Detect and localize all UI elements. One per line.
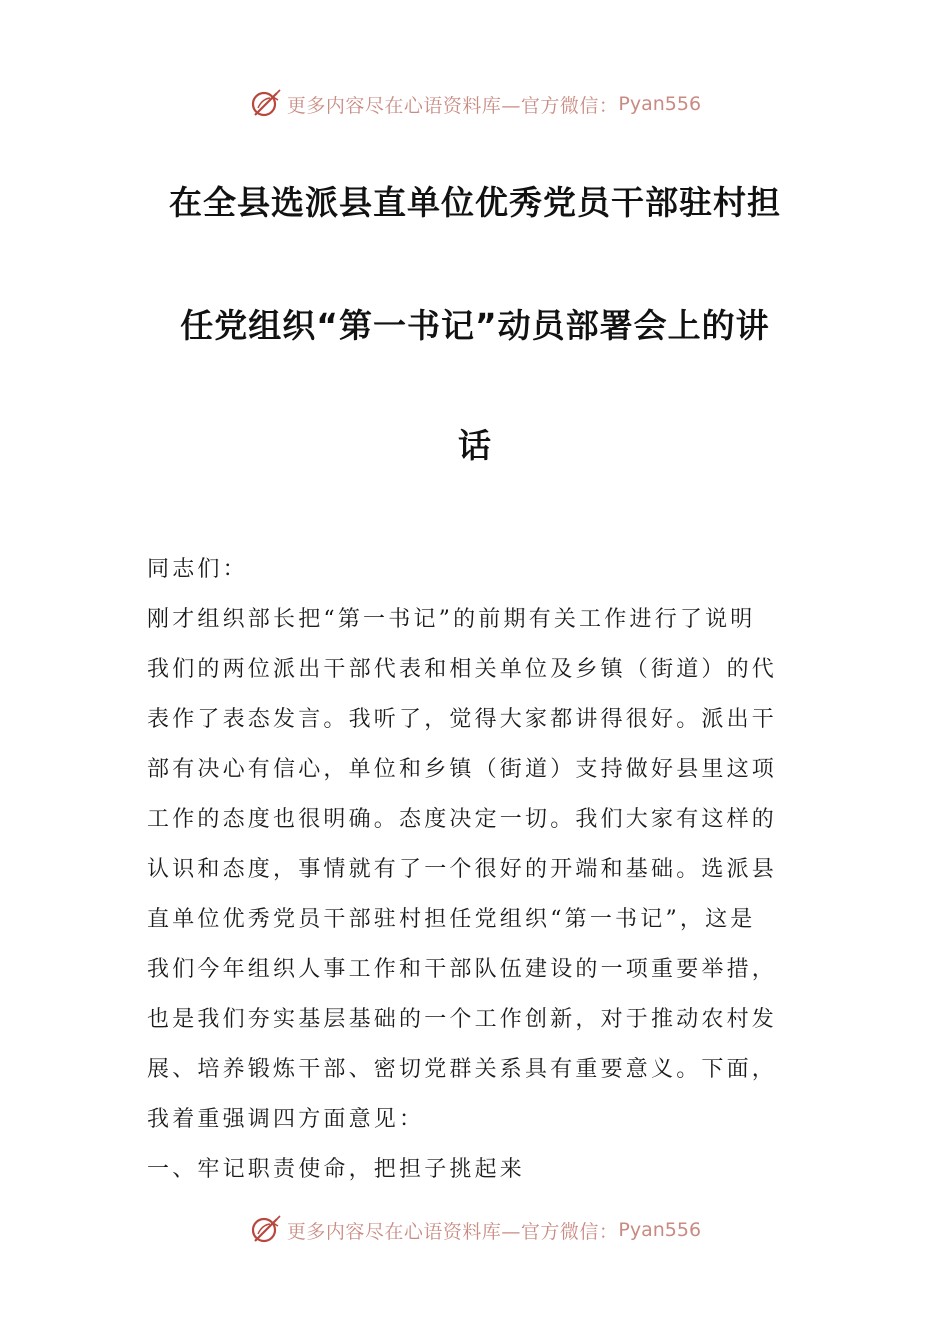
header-watermark-banner [0,84,950,124]
banner-wechat-id: Pyan556 [618,1219,702,1241]
opening-paragraph [147,595,807,1145]
paragraph-line: 部有决心有信心，单位和乡镇（街道）支持做好县里这项 [147,757,778,782]
paragraph-line: 展、培养锻炼干部、密切党群关系具有重要意义。下面， [147,1057,778,1082]
pen-logo-icon [249,87,283,121]
document-body [147,545,807,1195]
paragraph-line: 我们今年组织人事工作和干部队伍建设的一项重要举措， [147,957,778,982]
banner-text: 更多内容尽在心语资料库—官方微信： [286,94,619,117]
banner-text: 更多内容尽在心语资料库—官方微信： [286,1220,619,1243]
paragraph-line: 表作了表态发言。我听了，觉得大家都讲得很好。派出干 [147,707,778,732]
document-title-line-3: 话 [458,426,492,465]
paragraph-line: 认识和态度，事情就有了一个很好的开端和基础。选派县 [147,857,778,882]
paragraph-line: 我着重强调四方面意见： [147,1107,425,1132]
paragraph-line: 我们的两位派出干部代表和相关单位及乡镇（街道）的代 [147,657,778,682]
paragraph-line: 刚才组织部长把“第一书记”的前期有关工作进行了说明 [147,607,756,632]
document-title-line-2: 任党组织“第一书记”动员部署会上的讲 [180,306,770,345]
salutation: 同志们： [147,557,248,582]
footer-watermark-banner [0,1210,950,1250]
document-title-line-1: 在全县选派县直单位优秀党员干部驻村担 [169,183,781,222]
section-heading-1: 一、牢记职责使命，把担子挑起来 [147,1157,526,1182]
banner-wechat-id: Pyan556 [618,93,702,115]
paragraph-line: 工作的态度也很明确。态度决定一切。我们大家有这样的 [147,807,778,832]
paragraph-line: 直单位优秀党员干部驻村担任党组织“第一书记”，这是 [147,907,756,932]
pen-logo-icon [249,1213,283,1247]
paragraph-line: 也是我们夯实基层基础的一个工作创新，对于推动农村发 [147,1007,778,1032]
